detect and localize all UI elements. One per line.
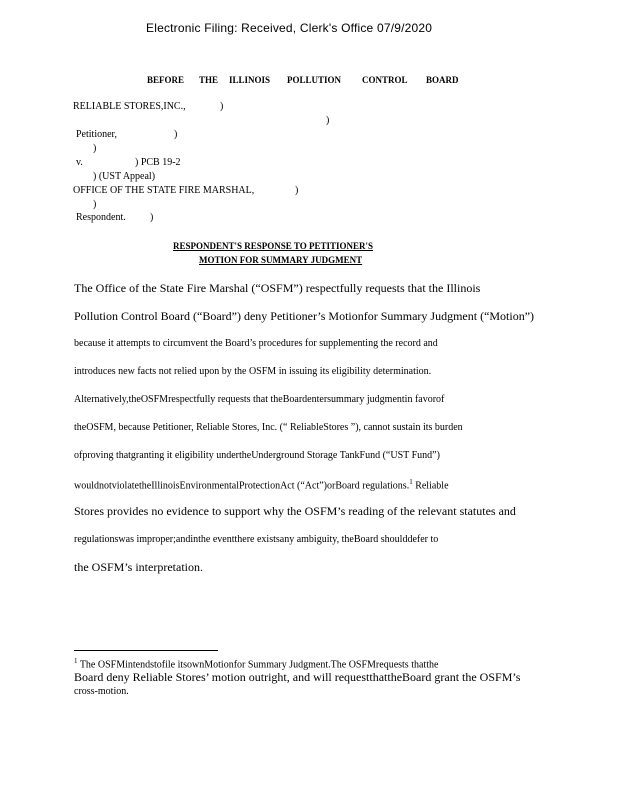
footnote-number: 1 [74,657,78,665]
footnote-line: Board deny Reliable Stores’ motion outright, and will requestthattheBoard grant the OSFM’s [74,670,521,684]
caption-paren: ) [150,212,154,223]
caption-respondent-name: OFFICE OF THE STATE FIRE MARSHAL, [73,185,255,196]
body-line: ofproving thatgranting it eligibility undertheUnderground Storage TankFund (“UST Fund”) [74,450,440,461]
body-line [74,478,449,491]
footnote-line [74,657,438,670]
title-line-2: MOTION FOR SUMMARY JUDGMENT [199,255,363,265]
heading-pollution: POLLUTION [287,75,342,85]
heading-board: BOARD [426,75,459,85]
title-line-1: RESPONDENT'S RESPONSE TO PETITIONER'S [173,241,373,251]
caption-case-type: ) (UST Appeal) [93,171,156,182]
caption-paren: ) [93,199,97,210]
footnote-separator [74,650,218,651]
caption-petitioner-label: Petitioner, [76,129,117,140]
body-line: because it attempts to circumvent the Board’s procedures for supplementing the record and [74,338,438,349]
heading-the: THE [199,75,219,85]
heading-control: CONTROL [362,75,408,85]
footnote-reference[interactable]: 1 [409,478,413,486]
caption-petitioner-name: RELIABLE STORES,INC., [73,101,186,112]
body-line: The Office of the State Fire Marshal (“OSFM”) respectfully requests that the Illinois [74,281,481,295]
caption-paren: ) [295,185,299,196]
caption-respondent-label: Respondent. [76,212,126,223]
caption-paren: ) [220,101,224,112]
body-line: theOSFM, because Petitioner, Reliable Stores, Inc. (“ ReliableStores ”), cannot sustain its burden [74,422,463,433]
caption-versus: v. [76,157,83,168]
footnote-line: cross-motion. [74,686,129,697]
caption-case-number: ) PCB 19-2 [135,157,181,168]
caption-paren: ) [93,143,97,154]
body-line: introduces new facts not relied upon by the OSFM in issuing its eligibility determination. [74,366,432,377]
heading-illinois: ILLINOIS [229,75,271,85]
body-line: the OSFM’s interpretation. [74,560,203,574]
footnote-text: The OSFMintendstofile itsownMotionfor Summary Judgment.The OSFMrequests thatthe [77,659,439,671]
heading-before: BEFORE [147,75,185,85]
body-line: Stores provides no evidence to support why the OSFM’s reading of the relevant statutes and [74,504,516,518]
caption-paren: ) [174,129,178,140]
filing-stamp: Electronic Filing: Received, Clerk's Office 07/9/2020 [146,21,433,35]
body-line: Alternatively,theOSFMrespectfully requests that theBoardentersummary judgmentin favorof [74,394,445,405]
body-line-text: wouldnotviolatetheIllinoisEnvironmentalProtectionAct (“Act”)orBoard regulations. [74,480,410,492]
caption-paren: ) [326,115,330,126]
body-line: Pollution Control Board (“Board”) deny Petitioner’s Motionfor Summary Judgment (“Motion”) [74,309,535,323]
body-line-text: Reliable [412,480,449,492]
body-line: regulationswas improper;andinthe eventthere existsany ambiguity, theBoard shoulddefer to [74,534,439,545]
